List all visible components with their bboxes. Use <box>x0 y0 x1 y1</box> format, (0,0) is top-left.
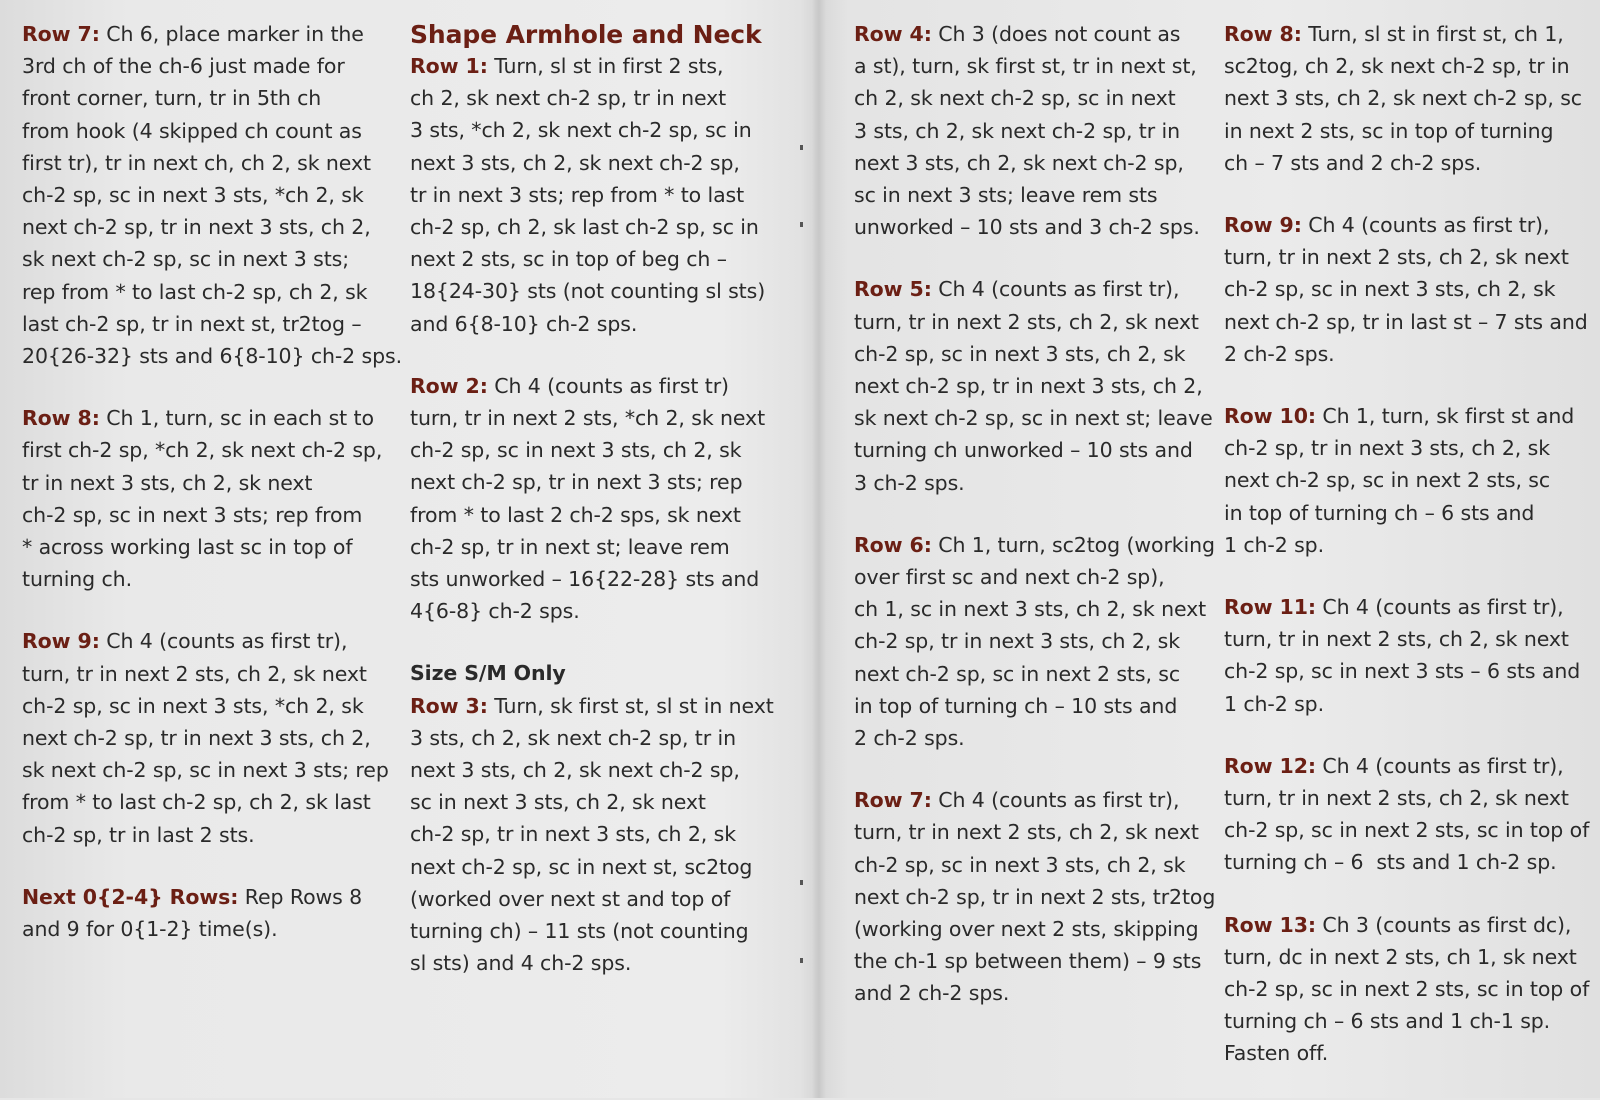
binding-mark <box>800 958 803 963</box>
instruction-line <box>1224 400 1584 432</box>
instruction-line <box>410 434 790 466</box>
row-label: Next 0{2-4} Rows: <box>22 884 239 909</box>
instruction-line <box>854 722 1204 754</box>
instruction-text: turning ch unworked – 10 sts and <box>854 438 1193 463</box>
instruction-text: Turn, sl st in first st, ch 1, <box>1301 22 1564 46</box>
instruction-line <box>854 529 1215 561</box>
instruction-line <box>1224 209 1584 241</box>
size-subheading: Size S/M Only <box>410 661 566 686</box>
row-label: Row 1: <box>410 54 488 78</box>
instruction-paragraph <box>1224 209 1588 370</box>
instruction-text: ch-2 sp, tr in next 3 sts, ch 2, sk <box>410 822 736 847</box>
instruction-text: Ch 4 (counts as first tr), <box>1315 753 1564 778</box>
instruction-line <box>22 147 392 179</box>
instruction-text: Ch 3 (counts as first dc), <box>1315 912 1572 937</box>
instruction-line <box>410 147 790 179</box>
instruction-line <box>410 308 790 340</box>
instruction-line <box>1224 909 1584 941</box>
instruction-text: turn, tr in next 2 sts, ch 2, sk next <box>1224 627 1569 652</box>
instruction-text: Ch 4 (counts as first tr), <box>931 277 1180 302</box>
instruction-text: 3 sts, ch 2, sk next ch-2 sp, tr in <box>854 118 1180 143</box>
instruction-text: sc2tog, ch 2, sk next ch-2 sp, tr in <box>1224 54 1570 79</box>
instruction-text: and 9 for 0{1-2} time(s). <box>22 917 278 942</box>
instruction-line <box>22 340 403 372</box>
instruction-line <box>854 18 1204 50</box>
instruction-text: ch 2, sk next ch-2 sp, sc in next <box>854 86 1176 111</box>
instruction-line <box>854 370 1204 402</box>
instruction-text: Ch 6, place marker in the <box>99 22 364 46</box>
instruction-paragraph <box>854 784 1216 1009</box>
instruction-text: ch 1, sc in next 3 sts, ch 2, sk next <box>854 597 1207 622</box>
instruction-text: ch-2 sp, sc in next 3 sts, ch 2, sk <box>410 438 742 463</box>
instruction-line <box>854 434 1204 466</box>
instruction-line <box>22 276 392 308</box>
instruction-text: 2 ch-2 sps. <box>854 726 965 751</box>
instruction-line <box>854 625 1204 657</box>
instruction-text: next 3 sts, ch 2, sk next ch-2 sp, <box>410 758 740 783</box>
instruction-text: Rep Rows 8 <box>238 884 363 909</box>
instruction-line <box>854 273 1204 305</box>
instruction-paragraph <box>410 370 790 628</box>
row-label: Row 8: <box>1224 22 1302 46</box>
instruction-paragraph <box>1224 591 1584 720</box>
instruction-line <box>22 82 392 114</box>
instruction-text: over first sc and next ch-2 sp), <box>854 565 1165 590</box>
instruction-text: tr in next 3 sts; rep from * to last <box>410 182 745 207</box>
instruction-line <box>1224 623 1584 655</box>
instruction-text: turn, tr in next 2 sts, ch 2, sk next <box>1224 245 1569 270</box>
instruction-paragraph <box>854 18 1204 243</box>
instruction-text: 20{26-32} sts and 6{8-10} ch-2 sps. <box>22 344 403 369</box>
instruction-text: ch-2 sp, sc in next 3 sts, ch 2, sk <box>1224 277 1556 302</box>
instruction-text: turning ch – 6 sts and 1 ch-2 sp. <box>1224 850 1557 875</box>
instruction-text: next ch-2 sp, tr in next 3 sts, ch 2, <box>22 215 371 240</box>
instruction-line <box>22 625 392 657</box>
row-label: Row 8: <box>22 406 100 431</box>
instruction-text: Ch 1, turn, sk first st and <box>1315 404 1575 429</box>
instruction-line <box>410 947 790 979</box>
instruction-line <box>410 595 790 627</box>
instruction-text: sk next ch-2 sp, sc in next 3 sts; rep <box>22 758 389 783</box>
instruction-line <box>854 306 1204 338</box>
instruction-text: turn, dc in next 2 sts, ch 1, sk next <box>1224 944 1577 969</box>
instruction-line <box>1224 814 1590 846</box>
instruction-line <box>22 819 392 851</box>
instruction-text: front corner, turn, tr in 5th ch <box>22 86 322 111</box>
row-label: Row 7: <box>22 22 100 46</box>
instruction-line <box>1224 432 1584 464</box>
instruction-text: Ch 4 (counts as first tr), <box>99 629 348 654</box>
instruction-text: next ch-2 sp, tr in last st – 7 sts and <box>1224 309 1588 334</box>
page-gutter <box>812 0 826 1098</box>
instruction-text: turning ch. <box>22 567 132 592</box>
instruction-text: 3 sts, *ch 2, sk next ch-2 sp, sc in <box>410 118 752 143</box>
instruction-text: Turn, sl st in first 2 sts, <box>487 54 724 78</box>
instruction-line <box>22 467 392 499</box>
instruction-line <box>854 561 1204 593</box>
instruction-line <box>1224 591 1584 623</box>
instruction-text: Ch 4 (counts as first tr), <box>1315 595 1564 620</box>
instruction-text: ch-2 sp, sc in next 2 sts, sc in top of <box>1224 977 1590 1002</box>
instruction-line <box>1224 464 1584 496</box>
instruction-text: first tr), tr in next ch, ch 2, sk next <box>22 150 371 175</box>
instruction-text: sl sts) and 4 ch-2 sps. <box>410 951 632 976</box>
instruction-line <box>410 370 790 402</box>
binding-mark <box>800 222 803 227</box>
instruction-line <box>1224 846 1584 878</box>
instruction-line <box>22 786 392 818</box>
instruction-line <box>854 147 1204 179</box>
instruction-line <box>854 945 1204 977</box>
instruction-line <box>22 563 392 595</box>
instruction-text: next ch-2 sp, sc in next st, sc2tog <box>410 854 753 879</box>
instruction-text: sk next ch-2 sp, sc in next st; leave <box>854 406 1213 431</box>
instruction-paragraph <box>1224 18 1584 179</box>
text-column-1 <box>22 18 403 975</box>
instruction-line <box>1224 688 1584 720</box>
row-label: Row 3: <box>410 693 488 718</box>
instruction-line <box>854 402 1213 434</box>
instruction-line <box>1224 147 1584 179</box>
instruction-text: ch 2, sk next ch-2 sp, tr in next <box>410 86 727 111</box>
instruction-line <box>22 531 392 563</box>
instruction-line <box>410 179 790 211</box>
instruction-text: ch-2 sp, sc in next 2 sts, sc in top of <box>1224 818 1590 843</box>
instruction-line <box>854 50 1204 82</box>
instruction-line <box>410 466 790 498</box>
instruction-text: 1 ch-2 sp. <box>1224 532 1324 557</box>
instruction-line <box>1224 973 1590 1005</box>
instruction-text: first ch-2 sp, *ch 2, sk next ch-2 sp, <box>22 438 383 463</box>
binding-mark <box>800 880 803 885</box>
instruction-text: * across working last sc in top of <box>22 535 353 560</box>
instruction-text: 1 ch-2 sp. <box>1224 691 1324 716</box>
instruction-text: and 6{8-10} ch-2 sps. <box>410 311 638 336</box>
instruction-text: Turn, sk first st, sl st in next <box>487 693 774 718</box>
instruction-text: next 3 sts, ch 2, sk next ch-2 sp, <box>854 150 1184 175</box>
instruction-paragraph <box>1224 909 1590 1070</box>
instruction-line <box>22 308 392 340</box>
instruction-paragraph <box>22 402 392 595</box>
instruction-line <box>22 179 392 211</box>
instruction-text: and 2 ch-2 sps. <box>854 981 1010 1006</box>
row-label: Row 13: <box>1224 912 1316 937</box>
row-label: Row 4: <box>854 22 932 46</box>
instruction-line <box>22 658 392 690</box>
instruction-line <box>854 816 1204 848</box>
instruction-text: next ch-2 sp, sc in next 2 sts, sc <box>1224 468 1551 493</box>
instruction-text: ch-2 sp, tr in next st; leave rem <box>410 534 730 559</box>
instruction-paragraph <box>410 657 790 979</box>
instruction-text: from * to last 2 ch-2 sps, sk next <box>410 502 741 527</box>
instruction-line <box>1224 273 1584 305</box>
instruction-text: ch-2 sp, tr in last 2 sts. <box>22 822 255 847</box>
instruction-line <box>22 690 392 722</box>
instruction-line <box>1224 1037 1584 1069</box>
instruction-line <box>1224 750 1584 782</box>
instruction-line <box>22 499 392 531</box>
instruction-text: ch-2 sp, tr in next 3 sts, ch 2, sk <box>854 629 1180 654</box>
instruction-line <box>22 434 392 466</box>
instruction-line <box>410 690 790 722</box>
instruction-line <box>854 784 1204 816</box>
instruction-line <box>854 913 1204 945</box>
instruction-line <box>410 82 790 114</box>
instruction-text: turn, tr in next 2 sts, ch 2, sk next <box>1224 786 1569 811</box>
instruction-line <box>854 658 1204 690</box>
text-column-4 <box>1224 18 1590 1100</box>
instruction-text: ch-2 sp, sc in next 3 sts, *ch 2, sk <box>22 183 364 208</box>
row-label: Row 10: <box>1224 404 1316 429</box>
instruction-line <box>410 531 790 563</box>
instruction-line <box>410 754 790 786</box>
instruction-text: a st), turn, sk first st, tr in next st, <box>854 54 1197 79</box>
instruction-text: 4{6-8} ch-2 sps. <box>410 599 580 624</box>
text-column-3 <box>854 18 1216 1040</box>
instruction-text: from * to last ch-2 sp, ch 2, sk last <box>22 790 371 815</box>
instruction-line <box>854 849 1204 881</box>
instruction-line <box>854 338 1204 370</box>
instruction-text: turn, tr in next 2 sts, ch 2, sk next <box>22 661 367 686</box>
instruction-line <box>854 115 1204 147</box>
instruction-line <box>854 82 1204 114</box>
row-label: Row 6: <box>854 532 932 557</box>
instruction-line <box>410 722 790 754</box>
instruction-line <box>410 275 790 307</box>
instruction-text: turn, tr in next 2 sts, *ch 2, sk next <box>410 406 766 431</box>
instruction-text: 3 sts, ch 2, sk next ch-2 sp, tr in <box>410 725 736 750</box>
instruction-text: from hook (4 skipped ch count as <box>22 118 362 143</box>
instruction-text: Ch 4 (counts as first tr) <box>487 373 729 398</box>
instruction-line <box>22 211 392 243</box>
instruction-paragraph <box>22 18 403 372</box>
instruction-text: next ch-2 sp, tr in next 3 sts, ch 2, <box>22 726 371 751</box>
instruction-line <box>1224 241 1584 273</box>
instruction-text: Ch 4 (counts as first tr), <box>931 788 1180 813</box>
instruction-line <box>410 211 790 243</box>
instruction-line <box>22 754 392 786</box>
instruction-line <box>1224 655 1584 687</box>
instruction-text: in top of turning ch – 6 sts and <box>1224 500 1535 525</box>
instruction-paragraph <box>22 625 392 850</box>
instruction-text: Ch 4 (counts as first tr), <box>1301 213 1550 238</box>
instruction-text: Fasten off. <box>1224 1041 1329 1066</box>
instruction-paragraph <box>854 529 1215 754</box>
instruction-line <box>22 243 392 275</box>
instruction-text: ch-2 sp, sc in next 3 sts – 6 sts and <box>1224 659 1581 684</box>
instruction-paragraph <box>854 273 1213 498</box>
instruction-line <box>1224 82 1584 114</box>
instruction-text: 2 ch-2 sps. <box>1224 341 1335 366</box>
row-label: Row 12: <box>1224 753 1316 778</box>
instruction-text: ch-2 sp, sc in next 3 sts, ch 2, sk <box>854 852 1186 877</box>
instruction-line <box>410 243 790 275</box>
instruction-line <box>1224 497 1584 529</box>
instruction-text: ch-2 sp, ch 2, sk last ch-2 sp, sc in <box>410 215 759 240</box>
instruction-line <box>22 722 392 754</box>
instruction-text: next ch-2 sp, tr in next 3 sts, ch 2, <box>854 374 1203 399</box>
row-label: Row 9: <box>1224 213 1302 238</box>
instruction-line <box>410 883 790 915</box>
instruction-text: sc in next 3 sts, ch 2, sk next <box>410 790 706 815</box>
instruction-text: 18{24-30} sts (not counting sl sts) <box>410 279 766 304</box>
instruction-line <box>1224 306 1588 338</box>
instruction-line <box>410 818 790 850</box>
instruction-line <box>22 50 392 82</box>
instruction-text: ch-2 sp, sc in next 3 sts, ch 2, sk <box>854 341 1186 366</box>
instruction-text: last ch-2 sp, tr in next st, tr2tog – <box>22 311 362 336</box>
instruction-line <box>854 467 1204 499</box>
instruction-text: ch-2 sp, tr in next 3 sts, ch 2, sk <box>1224 436 1550 461</box>
instruction-text: in top of turning ch – 10 sts and <box>854 693 1178 718</box>
instruction-text: turning ch) – 11 sts (not counting <box>410 919 749 944</box>
instruction-text: tr in next 3 sts, ch 2, sk next <box>22 470 313 495</box>
instruction-text: next 3 sts, ch 2, sk next ch-2 sp, sc <box>1224 86 1582 111</box>
instruction-line <box>22 402 392 434</box>
section-heading: Shape Armhole and Neck <box>410 20 762 49</box>
binding-mark <box>800 145 803 150</box>
instruction-line <box>410 499 790 531</box>
instruction-text: sk next ch-2 sp, sc in next 3 sts; <box>22 247 350 272</box>
instruction-line <box>854 211 1204 243</box>
instruction-line <box>854 179 1204 211</box>
instruction-text: sts unworked – 16{22-28} sts and <box>410 567 760 592</box>
instruction-paragraph <box>410 50 790 340</box>
instruction-text: the ch-1 sp between them) – 9 sts <box>854 949 1202 974</box>
instruction-line <box>410 402 790 434</box>
instruction-line <box>1224 782 1584 814</box>
instruction-line <box>22 913 392 945</box>
instruction-line <box>410 563 790 595</box>
instruction-text: ch – 7 sts and 2 ch-2 sps. <box>1224 150 1482 175</box>
instruction-line <box>854 690 1204 722</box>
instruction-line <box>410 114 790 146</box>
instruction-line <box>854 881 1216 913</box>
instruction-text: turn, tr in next 2 sts, ch 2, sk next <box>854 309 1199 334</box>
instruction-text: rep from * to last ch-2 sp, ch 2, sk <box>22 279 368 304</box>
instruction-text: turning ch – 6 sts and 1 ch-1 sp. <box>1224 1009 1551 1034</box>
text-column-2 <box>410 18 790 1009</box>
instruction-line <box>410 851 790 883</box>
row-label: Row 2: <box>410 373 488 398</box>
row-label: Row 5: <box>854 277 932 302</box>
instruction-line <box>854 977 1204 1009</box>
instruction-line <box>22 881 392 913</box>
instruction-line <box>410 915 790 947</box>
instruction-paragraph <box>22 881 392 945</box>
instruction-text: Ch 1, turn, sc2tog (working <box>931 532 1215 557</box>
instruction-text: Ch 3 (does not count as <box>931 22 1181 46</box>
instruction-text: unworked – 10 sts and 3 ch-2 sps. <box>854 215 1200 240</box>
instruction-line <box>1224 941 1584 973</box>
instruction-text: next 3 sts, ch 2, sk next ch-2 sp, <box>410 150 740 175</box>
instruction-paragraph <box>1224 400 1584 561</box>
instruction-line <box>22 18 392 50</box>
instruction-text: sc in next 3 sts; leave rem sts <box>854 183 1158 208</box>
instruction-line <box>1224 115 1584 147</box>
instruction-line <box>1224 50 1584 82</box>
instruction-line <box>1224 1005 1584 1037</box>
instruction-text: 3 ch-2 sps. <box>854 470 965 495</box>
instruction-text: turn, tr in next 2 sts, ch 2, sk next <box>854 820 1199 845</box>
instruction-paragraph <box>1224 750 1590 879</box>
instruction-text: 3rd ch of the ch-6 just made for <box>22 54 345 79</box>
instruction-line <box>410 786 790 818</box>
instruction-line <box>1224 18 1584 50</box>
instruction-text: next ch-2 sp, sc in next 2 sts, sc <box>854 661 1181 686</box>
instruction-text: (working over next 2 sts, skipping <box>854 917 1199 942</box>
instruction-text: next ch-2 sp, tr in next 2 sts, tr2tog <box>854 884 1216 909</box>
instruction-line <box>1224 529 1584 561</box>
instruction-text: (worked over next st and top of <box>410 886 731 911</box>
instruction-text: ch-2 sp, sc in next 3 sts, *ch 2, sk <box>22 693 364 718</box>
row-label: Row 11: <box>1224 595 1316 620</box>
instruction-text: next 2 sts, sc in top of beg ch – <box>410 247 727 272</box>
instruction-text: in next 2 sts, sc in top of turning <box>1224 118 1554 143</box>
instruction-text: Ch 1, turn, sc in each st to <box>99 406 374 431</box>
row-label: Row 7: <box>854 788 932 813</box>
instruction-line <box>410 50 790 82</box>
instruction-line <box>1224 338 1584 370</box>
instruction-line <box>22 115 392 147</box>
instruction-text: ch-2 sp, sc in next 3 sts; rep from <box>22 502 363 527</box>
instruction-line <box>854 593 1207 625</box>
instruction-text: next ch-2 sp, tr in next 3 sts; rep <box>410 470 743 495</box>
row-label: Row 9: <box>22 629 100 654</box>
